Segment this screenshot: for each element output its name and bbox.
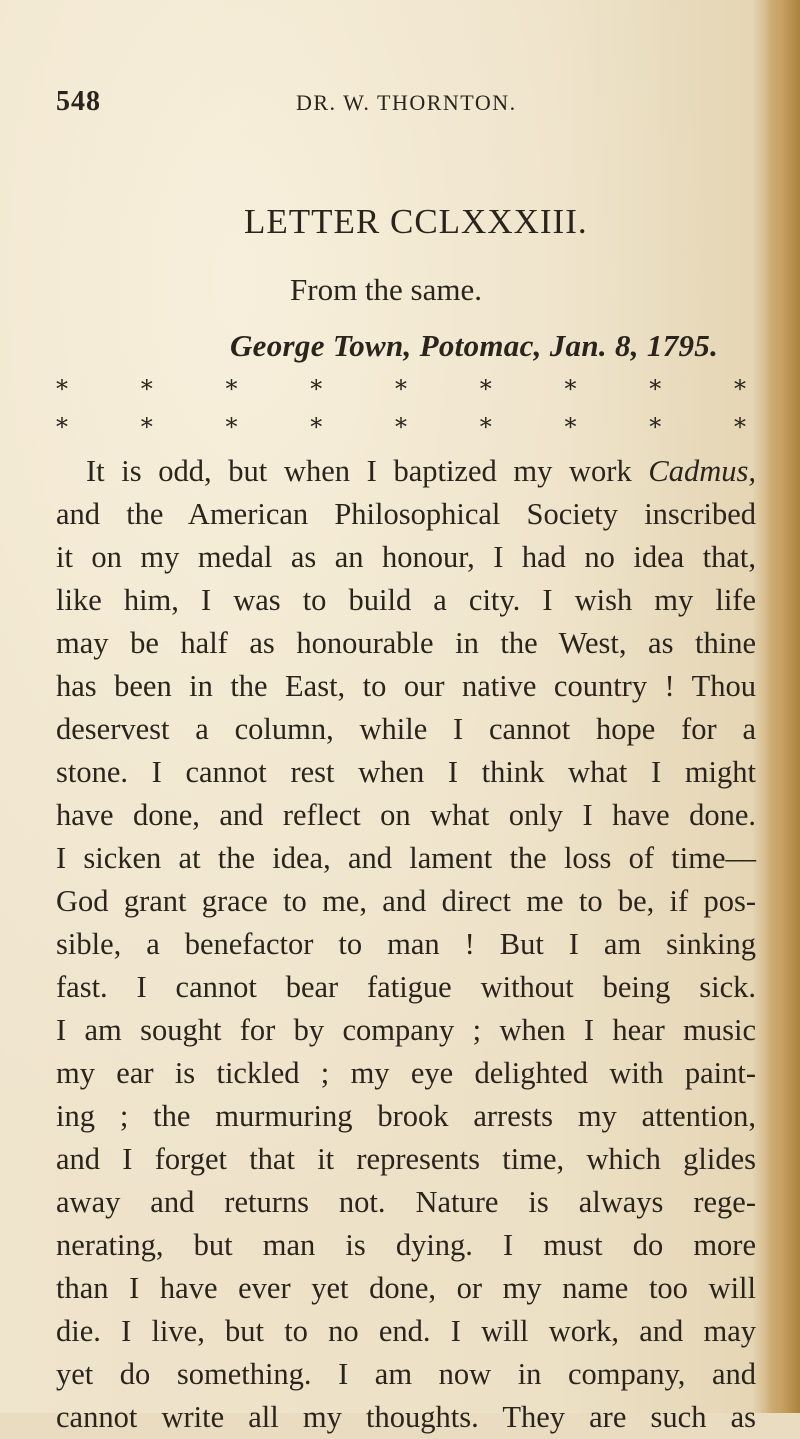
from-line: From the same. (290, 272, 482, 307)
asterisk: * (734, 413, 746, 441)
body-line: like him, I was to build a city. I wish my life (56, 583, 756, 617)
letter-body (56, 450, 756, 1439)
body-line: I am sought for by company ; when I hear music (56, 1013, 756, 1047)
body-line: stone. I cannot rest when I think what I might (56, 755, 756, 789)
asterism-row-2 (56, 412, 746, 442)
running-head: DR. W. THORNTON. (296, 90, 517, 115)
body-line: deservest a column, while I cannot hope for a (56, 712, 756, 746)
body-line: away and returns not. Nature is always rege- (56, 1185, 756, 1219)
work-title-cadmus: Cadmus, (648, 454, 756, 488)
body-line: it on my medal as an honour, I had no idea that, (56, 540, 756, 574)
dateline: George Town, Potomac, Jan. 8, 1795. (230, 328, 719, 363)
body-line: nerating, but man is dying. I must do more (56, 1228, 756, 1262)
asterisk: * (564, 413, 577, 441)
body-line: I sicken at the idea, and lament the loss of time— (56, 841, 756, 875)
asterisk: * (56, 375, 68, 403)
asterisk: * (310, 413, 323, 441)
body-line: has been in the East, to our native country ! Thou (56, 669, 756, 703)
asterisk: * (310, 375, 323, 403)
asterisk: * (140, 375, 153, 403)
body-line: may be half as honourable in the West, as thine (56, 626, 756, 660)
asterisk: * (564, 375, 577, 403)
body-line: ing ; the murmuring brook arrests my attention, (56, 1099, 756, 1133)
asterisk: * (56, 413, 68, 441)
asterisk: * (140, 413, 153, 441)
body-line: than I have ever yet done, or my name too will (56, 1271, 756, 1305)
letter-heading: LETTER CCLXXXIII. (244, 202, 588, 241)
asterisk: * (395, 375, 407, 403)
body-line-1 (56, 450, 756, 493)
asterisk: * (225, 413, 238, 441)
body-line: cannot write all my thoughts. They are such as (56, 1400, 756, 1434)
asterisk: * (479, 413, 492, 441)
asterisk: * (225, 375, 238, 403)
body-line: fast. I cannot bear fatigue without being sick. (56, 970, 756, 1004)
body-line: die. I live, but to no end. I will work, and may (56, 1314, 756, 1348)
page-header (56, 86, 756, 126)
body-line: sible, a benefactor to man ! But I am sinking (56, 927, 756, 961)
body-line: yet do something. I am now in company, and (56, 1357, 756, 1391)
asterisk: * (649, 413, 662, 441)
body-line-1-text: It is odd, but when I baptized my work (86, 454, 649, 488)
body-line: God grant grace to me, and direct me to be, if pos- (56, 884, 756, 918)
page-number: 548 (56, 86, 101, 117)
asterism-row-1 (56, 374, 746, 404)
asterisk: * (479, 375, 492, 403)
asterisk: * (734, 375, 746, 403)
asterisk: * (395, 413, 407, 441)
body-line: and the American Philosophical Society inscribed (56, 497, 756, 531)
body-line: my ear is tickled ; my eye delighted with paint- (56, 1056, 756, 1090)
page-edge-gutter (766, 0, 800, 1413)
body-line: have done, and reflect on what only I have done. (56, 798, 756, 832)
asterisk: * (649, 375, 662, 403)
body-line: and I forget that it represents time, which glides (56, 1142, 756, 1176)
